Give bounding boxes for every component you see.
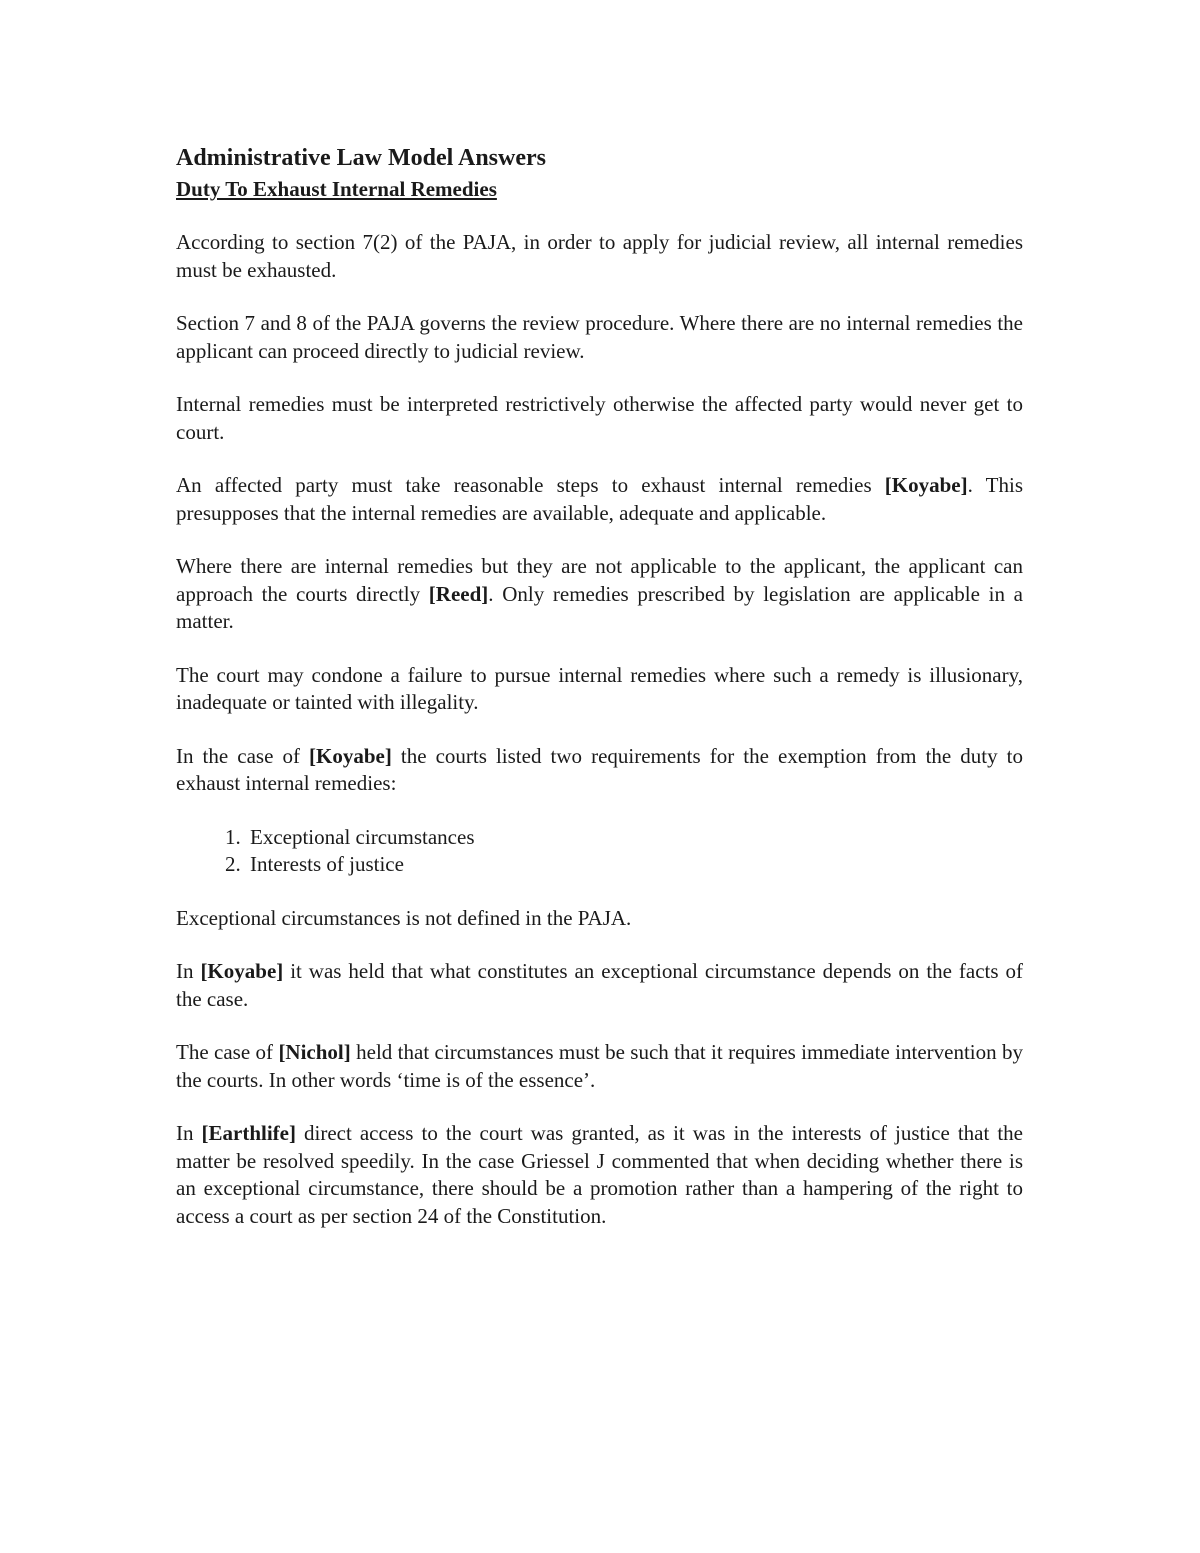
document-title: Administrative Law Model Answers: [176, 145, 546, 171]
paragraph-text: held that circumstances must be such that it requires immediate intervention by the courts. In other words ‘time is of the essence’.: [176, 1040, 1023, 1092]
paragraph-text: . Only remedies prescribed by legislation are applicable in a matter.: [176, 581, 1023, 633]
paragraph-text: it was held that what constitutes an exceptional circumstance depends on the facts of the case.: [176, 959, 1023, 1011]
case-citation-koyabe: [Koyabe]: [200, 959, 284, 983]
list-item: 2. Interests of justice: [246, 851, 1023, 879]
case-citation-reed: [Reed]: [428, 581, 489, 606]
case-citation-koyabe: [Koyabe]: [884, 473, 968, 497]
paragraph-text: An affected party must take reasonable steps to exhaust internal remedies: [176, 473, 885, 497]
paragraph-text: In: [176, 959, 201, 983]
paragraph-text: the courts listed two requirements for the exemption from the duty to exhaust internal remedies:: [176, 743, 1024, 795]
paragraph-text: In: [176, 1121, 202, 1145]
paragraph-text: In the case of: [176, 743, 309, 768]
case-citation-koyabe: [Koyabe]: [309, 743, 392, 768]
case-citation-earthlife: [Earthlife]: [201, 1121, 296, 1145]
paragraph-text: direct access to the court was granted, as it was in the interests of justice that the matter be resolved speedily. In the case Griessel J commented that when deciding whether there is an exceptional circumstance, there should be a promotion rather than a hampering of the right to access a court as per section 24 of the Constitution.: [176, 1121, 1023, 1228]
paragraph-review-procedure: Section 7 and 8 of the PAJA governs the review procedure. Where there are no internal remedies the applicant can proceed directly to judicial review.: [176, 311, 1023, 363]
paragraph-exemption-requirements: [176, 743, 1023, 798]
paragraph-reasonable-steps: [176, 472, 1023, 527]
paragraph-text: . This presupposes that the internal remedies are available, adequate and applicable.: [176, 473, 1023, 525]
requirements-list: [176, 824, 1023, 879]
document-page: [176, 142, 1023, 1256]
paragraph-koyabe-facts: [176, 958, 1023, 1013]
document-subtitle: Duty To Exhaust Internal Remedies: [176, 177, 497, 201]
list-item: 1. Exceptional circumstances: [246, 824, 1023, 852]
paragraph-text: Where there are internal remedies but they are not applicable to the applicant, the applicant can approach the courts directly: [176, 554, 1023, 606]
paragraph-text: The case of: [176, 1040, 279, 1064]
paragraph-section-7-2: According to section 7(2) of the PAJA, in order to apply for judicial review, all internal remedies must be exhausted.: [176, 230, 1023, 282]
paragraph-not-applicable: [176, 553, 1023, 636]
paragraph-nichol: [176, 1039, 1023, 1094]
paragraph-earthlife: [176, 1120, 1023, 1230]
paragraph-not-defined: Exceptional circumstances is not defined in the PAJA.: [176, 905, 632, 930]
case-citation-nichol: [Nichol]: [278, 1040, 351, 1064]
paragraph-restrictive-interpretation: Internal remedies must be interpreted restrictively otherwise the affected party would never get to court.: [176, 392, 1023, 444]
paragraph-condone-failure: The court may condone a failure to pursue internal remedies where such a remedy is illusionary, inadequate or tainted with illegality.: [176, 662, 1023, 714]
